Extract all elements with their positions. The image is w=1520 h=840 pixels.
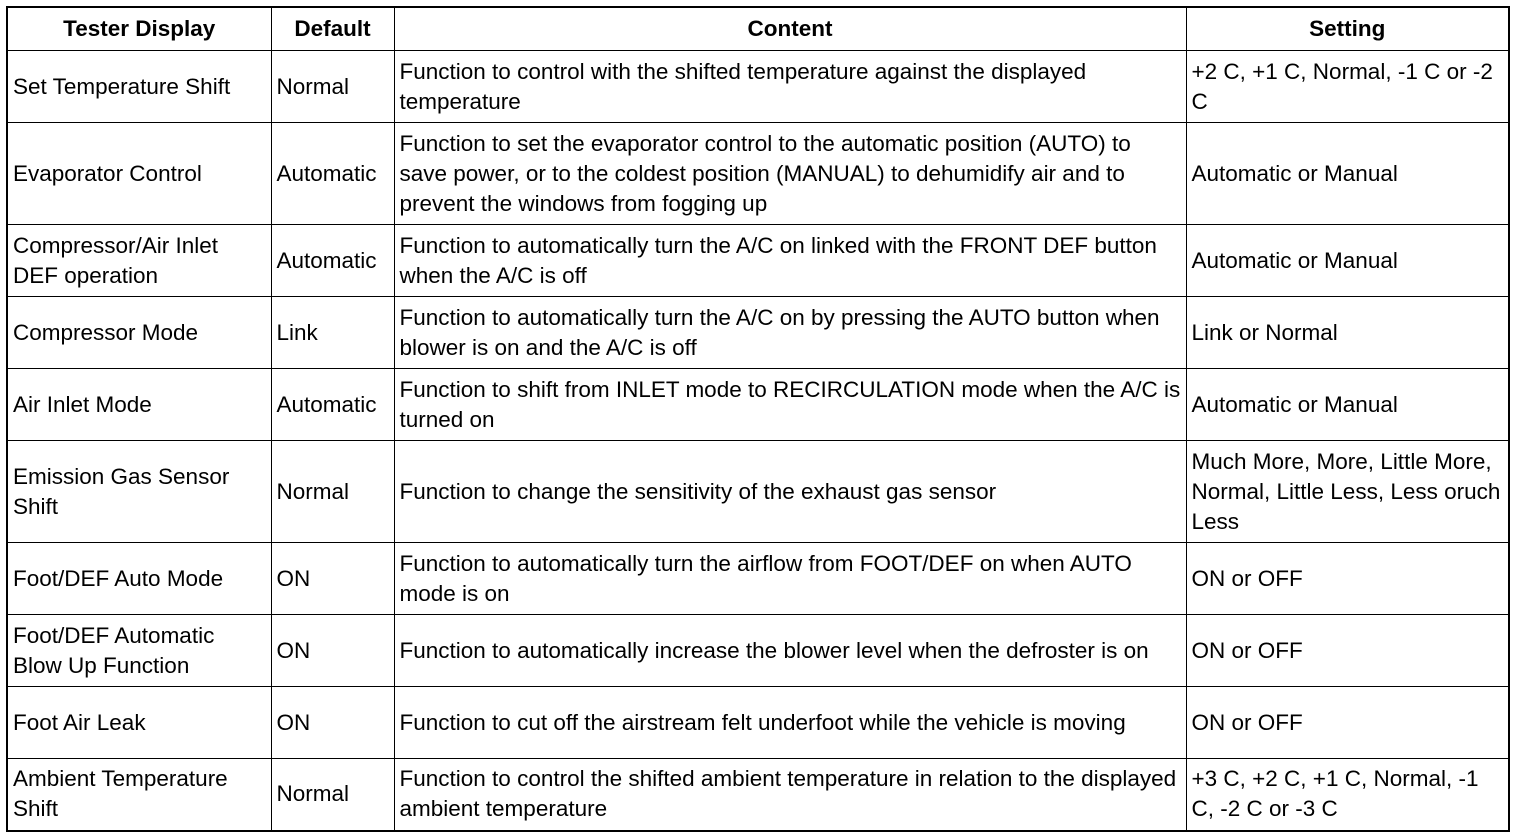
header-tester-display: Tester Display	[7, 7, 271, 51]
cell-content: Function to cut off the airstream felt underfoot while the vehicle is moving	[394, 687, 1186, 759]
cell-default: Automatic	[271, 369, 394, 441]
cell-setting: Link or Normal	[1186, 297, 1509, 369]
cell-default: Automatic	[271, 123, 394, 225]
table-row	[7, 369, 1509, 441]
cell-default: Normal	[271, 759, 394, 831]
cell-setting: Automatic or Manual	[1186, 225, 1509, 297]
cell-content: Function to shift from INLET mode to RECIRCULATION mode when the A/C is turned on	[394, 369, 1186, 441]
cell-display: Set Temperature Shift	[7, 51, 271, 123]
table-row	[7, 123, 1509, 225]
cell-setting: ON or OFF	[1186, 687, 1509, 759]
cell-content: Function to control with the shifted temperature against the displayed temperature	[394, 51, 1186, 123]
cell-display: Foot Air Leak	[7, 687, 271, 759]
cell-display: Foot/DEF Automatic Blow Up Function	[7, 615, 271, 687]
cell-default: Automatic	[271, 225, 394, 297]
cell-default: Normal	[271, 441, 394, 543]
cell-setting: Much More, More, Little More, Normal, Little Less, Less oruch Less	[1186, 441, 1509, 543]
cell-display: Foot/DEF Auto Mode	[7, 543, 271, 615]
cell-display: Ambient Temperature Shift	[7, 759, 271, 831]
cell-display: Evaporator Control	[7, 123, 271, 225]
cell-display: Compressor Mode	[7, 297, 271, 369]
cell-content: Function to automatically turn the A/C on linked with the FRONT DEF button when the A/C is off	[394, 225, 1186, 297]
table-row	[7, 615, 1509, 687]
cell-content: Function to automatically increase the blower level when the defroster is on	[394, 615, 1186, 687]
table-row	[7, 687, 1509, 759]
cell-default: ON	[271, 615, 394, 687]
cell-display: Air Inlet Mode	[7, 369, 271, 441]
table-row	[7, 543, 1509, 615]
header-row	[7, 7, 1509, 51]
header-default: Default	[271, 7, 394, 51]
cell-setting: ON or OFF	[1186, 543, 1509, 615]
cell-setting: +3 C, +2 C, +1 C, Normal, -1 C, -2 C or -3 C	[1186, 759, 1509, 831]
cell-content: Function to automatically turn the A/C on by pressing the AUTO button when blower is on and the A/C is off	[394, 297, 1186, 369]
table-row	[7, 297, 1509, 369]
header-content: Content	[394, 7, 1186, 51]
cell-content: Function to change the sensitivity of the exhaust gas sensor	[394, 441, 1186, 543]
cell-default: Normal	[271, 51, 394, 123]
table-row	[7, 225, 1509, 297]
cell-default: ON	[271, 687, 394, 759]
cell-content: Function to control the shifted ambient temperature in relation to the displayed ambient temperature	[394, 759, 1186, 831]
cell-setting: ON or OFF	[1186, 615, 1509, 687]
cell-setting: Automatic or Manual	[1186, 123, 1509, 225]
table-row	[7, 759, 1509, 831]
table-row	[7, 51, 1509, 123]
cell-content: Function to set the evaporator control to the automatic position (AUTO) to save power, or to the coldest position (MANUAL) to dehumidify air and to prevent the windows from fogging up	[394, 123, 1186, 225]
table-row	[7, 441, 1509, 543]
cell-setting: Automatic or Manual	[1186, 369, 1509, 441]
cell-display: Compressor/Air Inlet DEF operation	[7, 225, 271, 297]
cell-default: Link	[271, 297, 394, 369]
cell-content: Function to automatically turn the airflow from FOOT/DEF on when AUTO mode is on	[394, 543, 1186, 615]
cell-default: ON	[271, 543, 394, 615]
settings-table	[6, 6, 1510, 832]
cell-setting: +2 C, +1 C, Normal, -1 C or -2 C	[1186, 51, 1509, 123]
header-setting: Setting	[1186, 7, 1509, 51]
cell-display: Emission Gas Sensor Shift	[7, 441, 271, 543]
